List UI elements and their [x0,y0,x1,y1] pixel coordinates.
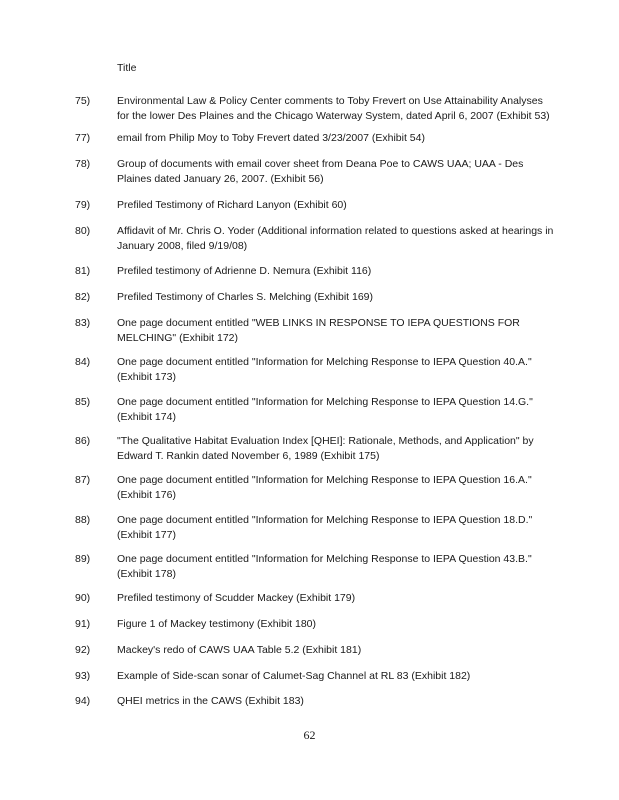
entry-number: 83) [75,317,91,329]
column-title: Title [117,62,137,74]
entry-description: Environmental Law & Policy Center comments to Toby Frevert on Use Attainability Analyses for the lower Des Plaines and the Chicago Waterway System, dated April 6, 2007 (Exhibit 53) [117,95,550,122]
entry-number: 93) [75,670,91,682]
entry-number: 87) [75,474,91,486]
entry-description: "The Qualitative Habitat Evaluation Index [QHEI]: Rationale, Methods, and Application" by Edward T. Rankin dated November 6, 1989 (Exhibit 175) [117,435,534,462]
entry-description: Figure 1 of Mackey testimony (Exhibit 180) [117,618,316,630]
entry-number: 90) [75,592,91,604]
entry-description: One page document entitled "WEB LINKS IN RESPONSE TO IEPA QUESTIONS FOR MELCHING" (Exhibit 172) [117,317,520,344]
entry-description: Mackey's redo of CAWS UAA Table 5.2 (Exhibit 181) [117,644,362,656]
entry-number: 84) [75,356,91,368]
entry-description: One page document entitled "Information for Melching Response to IEPA Question 40.A." (Exhibit 173) [117,356,532,383]
entry-description: Example of Side-scan sonar of Calumet-Sag Channel at RL 83 (Exhibit 182) [117,670,471,682]
entry-number: 82) [75,291,91,303]
entry-description: One page document entitled "Information for Melching Response to IEPA Question 14.G." (Exhibit 174) [117,396,533,423]
entry-number: 92) [75,644,91,656]
entry-number: 80) [75,225,91,237]
entry-number: 81) [75,265,91,277]
entry-number: 86) [75,435,91,447]
entry-number: 78) [75,158,91,170]
entry-number: 85) [75,396,91,408]
entry-number: 89) [75,553,91,565]
entry-description: Prefiled testimony of Scudder Mackey (Exhibit 179) [117,592,356,604]
entry-number: 91) [75,618,91,630]
entry-description: One page document entitled "Information for Melching Response to IEPA Question 18.D." (Exhibit 177) [117,514,533,541]
entry-number: 94) [75,695,91,707]
entry-number: 88) [75,514,91,526]
entry-description: One page document entitled "Information for Melching Response to IEPA Question 16.A." (Exhibit 176) [117,474,532,501]
entry-description: QHEI metrics in the CAWS (Exhibit 183) [117,695,304,707]
entry-description: Prefiled Testimony of Richard Lanyon (Exhibit 60) [117,199,347,211]
entry-number: 77) [75,132,91,144]
page-number: 62 [303,728,316,742]
entry-number: 75) [75,95,91,107]
entry-description: Group of documents with email cover sheet from Deana Poe to CAWS UAA; UAA - Des Plaines dated January 26, 2007. (Exhibit 56) [117,158,524,185]
entry-description: Prefiled testimony of Adrienne D. Nemura (Exhibit 116) [117,265,372,277]
entry-description: Prefiled Testimony of Charles S. Melching (Exhibit 169) [117,291,374,303]
entry-description: email from Philip Moy to Toby Frevert dated 3/23/2007 (Exhibit 54) [117,132,425,144]
entry-description: One page document entitled "Information for Melching Response to IEPA Question 43.B." (Exhibit 178) [117,553,532,580]
entry-number: 79) [75,199,91,211]
entry-description: Affidavit of Mr. Chris O. Yoder (Additional information related to questions asked at hearings in January 2008, filed 9/19/08) [117,225,554,252]
